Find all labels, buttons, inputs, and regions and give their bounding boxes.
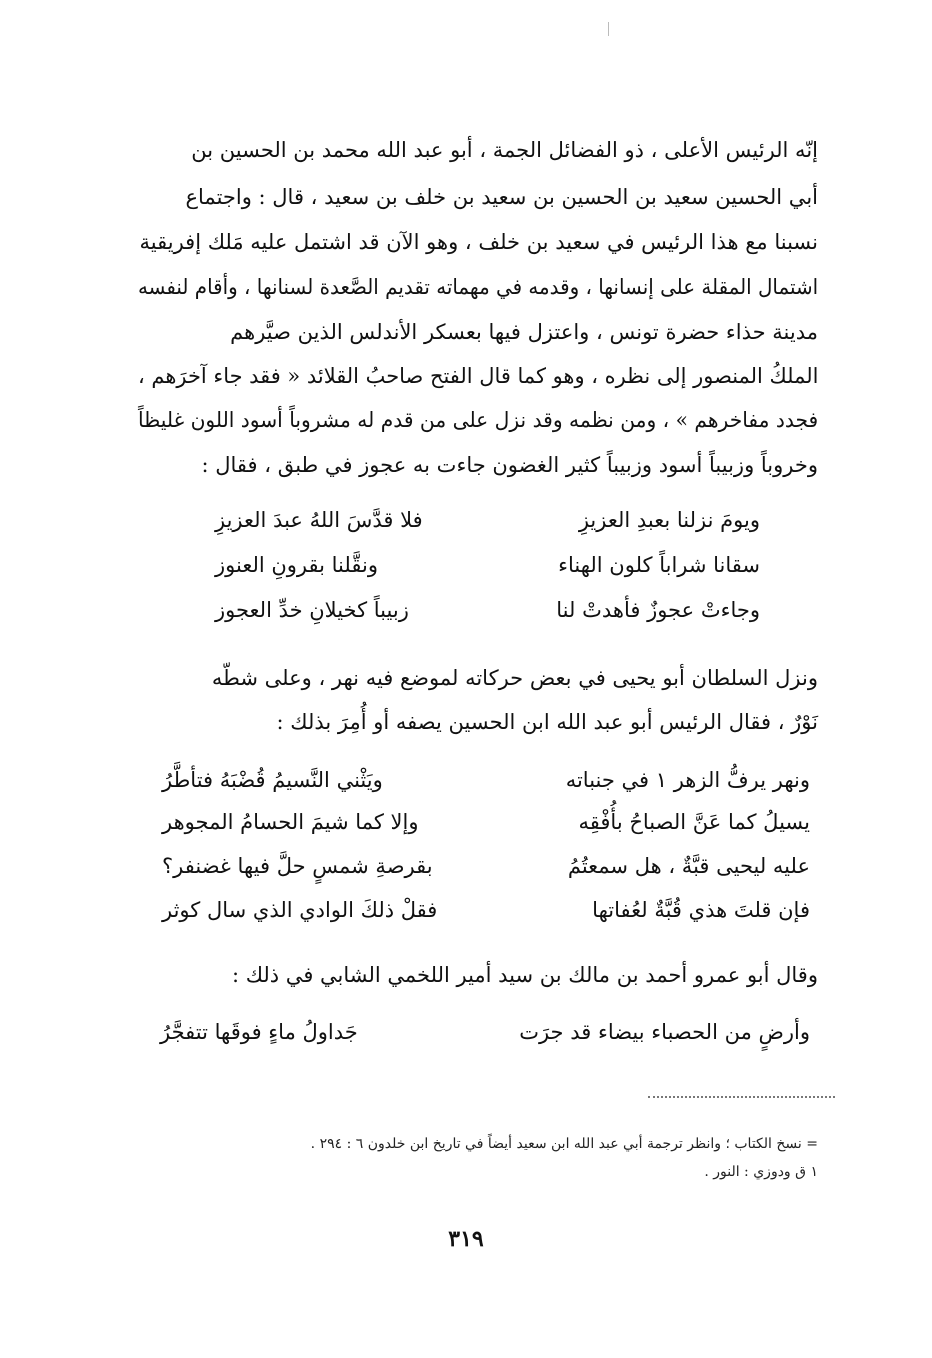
scan-mark: [608, 22, 609, 36]
footnote-separator: [648, 1096, 835, 1098]
hemistich-right: ويومَ نزلنا بعبدِ العزيزِ: [578, 508, 760, 532]
verse-row: [162, 898, 810, 928]
hemistich-left: زبيباً كخيلانِ خدِّ العجوز: [215, 598, 409, 622]
text-line: ونزل السلطان أبو يحيى في بعض حركاته لموضع فيه نهر ، وعلى شطّه: [211, 666, 818, 690]
hemistich-right: ونهر يرفُّ الزهر ١ في جنباته: [565, 768, 810, 792]
hemistich-right: فإن قلتَ هذي قُبَّةٌ لعُفاتها: [592, 898, 810, 922]
hemistich-left: فلا قدَّسَ اللهُ عبدَ العزيزِ: [215, 508, 423, 532]
text-line: اشتمال المقلة على إنسانها ، وقدمه في مهماته تقديم الصَّعدة لسنانها ، وأقام لنفسه: [137, 275, 818, 299]
text-line: وقال أبو عمرو أحمد بن مالك بن سيد أمير اللخمي الشابي في ذلك :: [231, 963, 818, 987]
hemistich-right: سقانا شراباً كلون الهناء: [558, 553, 760, 577]
hemistich-left: جَداولُ ماءٍ فوقَها تتفجَّرُ: [160, 1020, 358, 1044]
verse-row: [162, 810, 810, 840]
footnote-line: = نسخ الكتاب ؛ وانظر ترجمة أبي عبد الله ابن سعيد أيضاً في تاريخ ابن خلدون ٦ : ٢٩٤ .: [310, 1136, 818, 1152]
hemistich-left: وإلا كما شيمَ الحسامُ المجوهر: [162, 810, 419, 834]
verse-row: [215, 508, 760, 538]
text-line: أبي الحسين سعيد بن الحسين بن سعيد بن خلف بن سعيد ، قال : واجتماع: [185, 185, 818, 209]
verse-row: [160, 1020, 810, 1050]
hemistich-left: فقلْ ذلكَ الوادي الذي سال كوثر: [162, 898, 438, 922]
text-line: الملكُ المنصور إلى نظره ، وهو كما قال الفتح صاحبُ القلائد « فقد جاء آخرَهم ،: [137, 364, 818, 388]
hemistich-left: بقرصةِ شمسٍ حلَّ فيها غضنفر؟: [162, 854, 433, 878]
hemistich-right: وجاءتْ عجوزٌ فأهدتْ لنا: [556, 598, 760, 622]
verse-row: [162, 768, 810, 798]
hemistich-left: ويَثْني النَّسيمُ قُضْبَهُ فتأطَّرُ: [162, 768, 383, 792]
verse-row: [215, 598, 760, 628]
verse-row: [215, 553, 760, 583]
hemistich-left: ونقَّلنا بقرونِ العنوز: [215, 553, 378, 577]
footnote-line: ١ ق ودوزي : النور .: [704, 1164, 818, 1180]
verse-row: [162, 854, 810, 884]
text-line: مدينة حذاء حضرة تونس ، واعتزل فيها بعسكر الأندلس الذين صيَّرهم: [230, 320, 818, 344]
text-line: فجدد مفاخرهم » ، ومن نظمه وقد نزل على من قدم له مشروباً أسود اللون غليظاً: [137, 408, 818, 432]
text-line: إنّه الرئيس الأعلى ، ذو الفضائل الجمة ، أبو عبد الله محمد بن الحسين بن: [191, 138, 818, 162]
page-number: ٣١٩: [448, 1226, 484, 1252]
text-line: وخروباً وزبيباً أسود وزبيباً كثير الغضون جاءت به عجوز في طبق ، فقال :: [201, 453, 818, 477]
hemistich-right: وأرضٍ من الحصباء بيضاء قد جرَت: [519, 1020, 810, 1044]
hemistich-right: عليه ليحيى قبَّةٌ ، هل سمعتُمُ: [567, 854, 810, 878]
text-line: نسبنا مع هذا الرئيس في سعيد بن خلف ، وهو الآن قد اشتمل عليه مَلك إفريقية: [139, 230, 818, 254]
text-line: نَوْرٌ ، فقال الرئيس أبو عبد الله ابن الحسين يصفه أو أُمِرَ بذلك :: [276, 710, 818, 734]
hemistich-right: يسيلُ كما عَنَّ الصباحُ بأُفْقِه: [578, 810, 810, 834]
